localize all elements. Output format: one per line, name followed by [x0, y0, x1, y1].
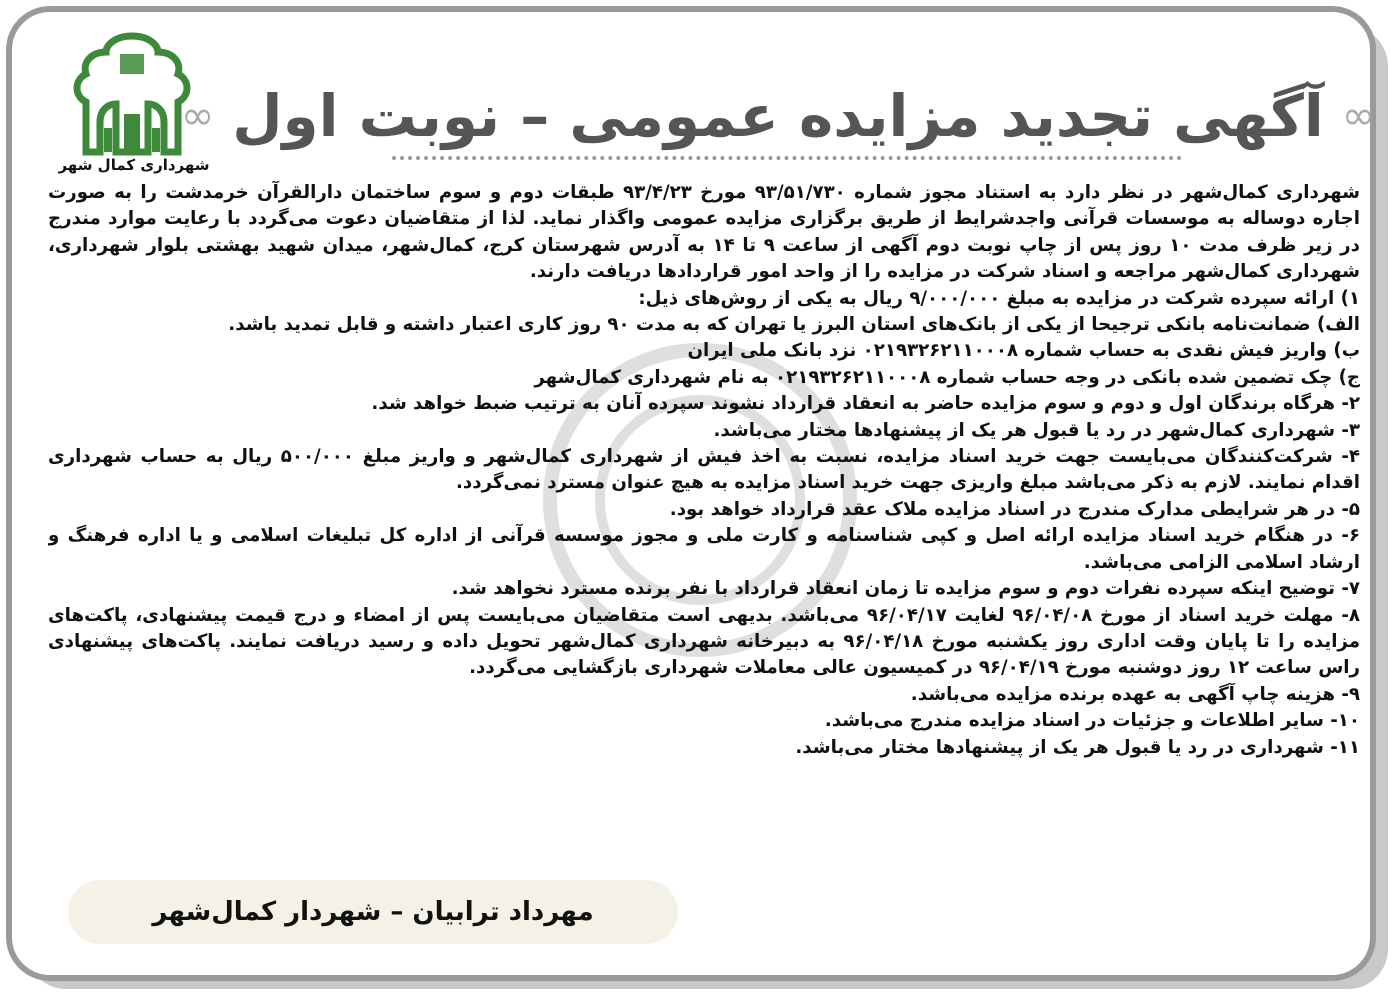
list-item: ۲- هرگاه برندگان اول و دوم و سوم مزایده حاضر به انعقاد قرارداد نشوند سپرده آنان به ترتیب ضبط خواهد شد.: [371, 393, 1360, 415]
mayor-signature: مهرداد ترابیان – شهردار کمال‌شهر: [68, 880, 678, 944]
list-item: ۱۰- سایر اطلاعات و جزئیات در اسناد مزایده مندرج می‌باشد.: [824, 710, 1360, 732]
list-item: ۳- شهرداری کمال‌شهر در رد یا قبول هر یک از پیشنهادها مختار می‌باشد.: [713, 419, 1360, 441]
logo-caption: شهرداری کمال شهر: [58, 156, 210, 174]
municipality-logo: [68, 30, 196, 170]
list-item: ۱۱- شهرداری در رد یا قبول هر یک از پیشنهادها مختار می‌باشد.: [795, 736, 1360, 758]
page-title: آگهی تجدید مزایده عمومی – نوبت اول: [232, 82, 1324, 150]
list-item: ۹- هزینه چاپ آگهی به عهده برنده مزایده می‌باشد.: [910, 683, 1360, 705]
list-item: ۶- در هنگام خرید اسناد مزایده ارائه اصل و کپی شناسنامه و کارت ملی و مجوز موسسه قرآنی از اداره کل تبلیغات اسلامی و یا اداره فرهنگ و ارشاد اسلامی الزامی می‌باشد.: [48, 525, 1360, 573]
intro-paragraph: شهرداری کمال‌شهر در نظر دارد به استناد مجوز شماره ۹۳/۵۱/۷۳۰ مورخ ۹۳/۴/۲۳ طبقات دوم و سوم ساختمان دارالقرآن خرمدشت را به صورت اجاره دوساله به موسسات قرآنی واجدشرایط از طریق برگزاری مزایده عمومی واگذار نماید. لذا از متقاضیان دعوت می‌گردد با رعایت موارد مندرج در زیر ظرف مدت ۱۰ روز پس از چاپ نوبت دوم آگهی از ساعت ۹ تا ۱۴ به آدرس شهرستان کرج، کمال‌شهر، میدان شهید بهشتی بلوار شهرداری، شهرداری کمال‌شهر مراجعه و اسناد شرکت در مزایده را از واحد امور قراردادها دریافت دارند.: [48, 182, 1360, 283]
list-item: ۴- شرکت‌کنندگان می‌بایست جهت خرید اسناد مزایده، نسبت به اخذ فیش از شهرداری کمال‌شهر و واریز مبلغ ۵۰۰/۰۰۰ ریال به حساب شهرداری اقدام نمایند. لازم به ذکر می‌باشد مبلغ واریزی جهت خرید اسناد مزایده به هیچ عنوان مسترد نمی‌گردد.: [48, 446, 1360, 494]
list-item: ۸- مهلت خرید اسناد از مورخ ۹۶/۰۴/۰۸ لغایت ۹۶/۰۴/۱۷ می‌باشد. بدیهی است متقاضیان می‌بایست پس از امضاء و درج قیمت پیشنهادی، پاکت‌های مزایده را تا پایان وقت اداری روز یکشنبه مورخ ۹۶/۰۴/۱۸ به دبیرخانه شهرداری کمال‌شهر تحویل داده و رسید دریافت نمایند. پاکت‌های پیشنهادی راس ساعت ۱۲ روز دوشنبه مورخ ۹۶/۰۴/۱۹ در کمیسیون عالی معاملات شهرداری بازگشایی می‌گردد.: [48, 604, 1360, 679]
list-item: ۱) ارائه سپرده شرکت در مزایده به مبلغ ۹/۰۰۰/۰۰۰ ریال به یکی از روش‌های ذیل:: [638, 287, 1360, 309]
list-item: ج) چک تضمین شده بانکی در وجه حساب شماره ۰۲۱۹۳۲۶۲۱۱۰۰۰۸ به نام شهرداری کمال‌شهر: [534, 366, 1360, 388]
conditions-list: [48, 286, 1360, 761]
title-row: [180, 76, 1376, 156]
flourish-right-icon: ∞: [1341, 93, 1376, 139]
list-item: ب) واریز فیش نقدی به حساب شماره ۰۲۱۹۳۲۶۲۱۱۰۰۰۸ نزد بانک ملی ایران: [687, 340, 1360, 362]
list-item: ۵- در هر شرایطی مدارک مندرج در اسناد مزایده ملاک عقد قرارداد خواهد بود.: [669, 498, 1360, 520]
notice-body: [48, 180, 1360, 761]
title-divider: [392, 156, 1182, 160]
flourish-left-icon: ∞: [180, 93, 215, 139]
list-item: الف) ضمانت‌نامه بانکی ترجیحا از یکی از بانک‌های استان البرز یا تهران که به مدت ۹۰ روز کاری اعتبار داشته و قابل تمدید باشد.: [228, 314, 1360, 336]
list-item: ۷- توضیح اینکه سپرده نفرات دوم و سوم مزایده تا زمان انعقاد قرارداد با نفر برنده مسترد نخواهد شد.: [451, 578, 1360, 600]
